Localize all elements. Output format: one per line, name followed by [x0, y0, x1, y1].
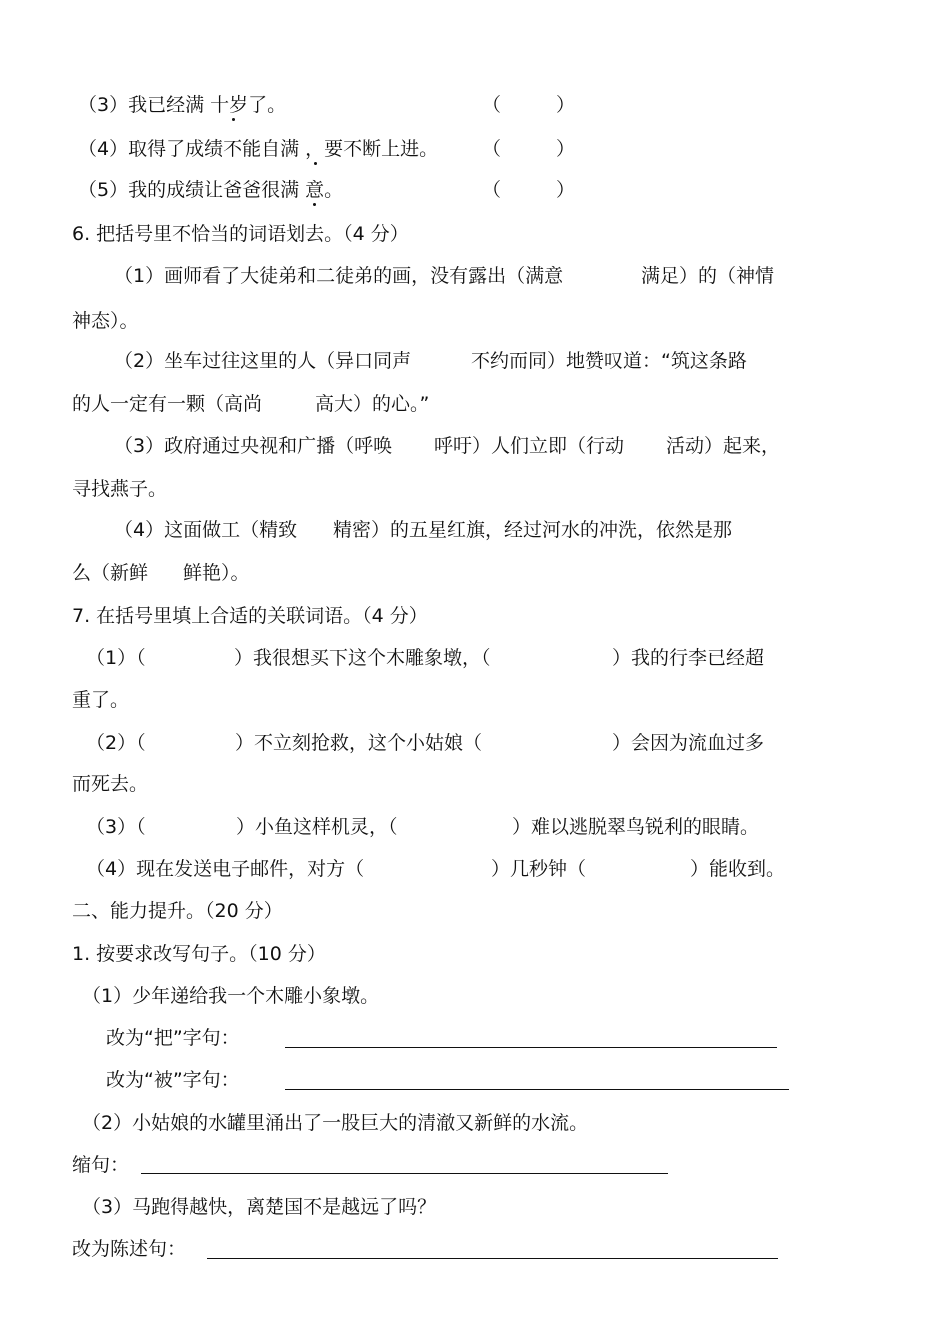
- q7-item-4-b: ）几秒钟（: [491, 858, 587, 880]
- q5-item-5-answer-open: （: [482, 179, 502, 201]
- q5-item-3-answer-open: （: [482, 94, 502, 116]
- part2-title: 二、能力提升。（20 分）: [72, 900, 283, 922]
- q7-item-1-c: ）我的行李已经超: [612, 647, 765, 669]
- q7-item-4-a: （4）现在发送电子邮件，对方（: [86, 858, 365, 880]
- declarative-sentence-answer-line[interactable]: [207, 1258, 778, 1259]
- q6-title: 6. 把括号里不恰当的词语划去。（4 分）: [72, 223, 409, 245]
- q7-title: 7. 在括号里填上合适的关联词语。（4 分）: [72, 605, 428, 627]
- q5-item-5: （5）我的成绩让爸爸很满 意。: [78, 179, 344, 201]
- q7-item-1-a: （1）（: [86, 647, 146, 669]
- shorten-sentence-answer-line[interactable]: [141, 1173, 668, 1174]
- q6-item-3-b: 呼吁）人们立即（行动: [434, 435, 625, 457]
- q6-item-1-a: （1）画师看了大徒弟和二徒弟的画，没有露出（满意: [114, 265, 564, 287]
- q6-item-2-a: （2）坐车过往这里的人（异口同声: [114, 350, 412, 372]
- q6-item-4-b: 精密）的五星红旗，经过河水的冲洗，依然是那: [333, 519, 733, 541]
- emphasis-dot: [232, 118, 235, 121]
- q7-item-4-c: ）能收到。: [690, 858, 786, 880]
- q6-item-4-c: 么（新鲜: [72, 562, 149, 584]
- q7-item-3-b: ）小鱼这样机灵，（: [236, 816, 398, 838]
- q7-item-3-c: ）难以逃脱翠鸟锐利的眼睛。: [512, 816, 760, 838]
- declarative-sentence-label: 改为陈述句：: [72, 1238, 187, 1260]
- q7-item-2-a: （2）（: [86, 732, 146, 754]
- emphasis-dot: [314, 162, 317, 165]
- part2-q1-item-1: （1）少年递给我一个木雕小象墩。: [82, 985, 380, 1007]
- q7-item-2-d: 而死去。: [72, 773, 149, 795]
- q7-item-2-b: ）不立刻抢救，这个小姑娘（: [235, 732, 483, 754]
- ba-sentence-label: 改为“把”字句：: [106, 1027, 240, 1049]
- part2-q1-item-3: （3）马跑得越快，离楚国不是越远了吗？: [82, 1196, 437, 1218]
- q6-item-4-a: （4）这面做工（精致: [114, 519, 298, 541]
- q5-item-4: （4）取得了成绩不能自满 ，要不断上进。: [78, 138, 439, 160]
- q5-item-4-answer-close: ）: [556, 138, 576, 160]
- q7-item-2-c: ）会因为流血过多: [612, 732, 765, 754]
- q6-item-2-c: 的人一定有一颗（高尚: [72, 393, 263, 415]
- q6-item-1-b: 满足）的（神情: [641, 265, 775, 287]
- ba-sentence-answer-line[interactable]: [285, 1047, 777, 1048]
- q7-item-3-a: （3）（: [86, 816, 146, 838]
- q5-item-4-answer-open: （: [482, 138, 502, 160]
- q7-item-1-d: 重了。: [72, 689, 130, 711]
- q7-item-1-b: ）我很想买下这个木雕象墩，（: [234, 647, 491, 669]
- bei-sentence-label: 改为“被”字句：: [106, 1069, 240, 1091]
- q6-item-3-d: 寻找燕子。: [72, 478, 168, 500]
- q6-item-3-a: （3）政府通过央视和广播（呼唤: [114, 435, 393, 457]
- bei-sentence-answer-line[interactable]: [285, 1089, 789, 1090]
- q5-item-3: （3）我已经满 十岁了。: [78, 94, 287, 116]
- q5-item-5-answer-close: ）: [556, 179, 576, 201]
- emphasis-dot: [313, 203, 316, 206]
- q6-item-3-c: 活动）起来，: [666, 435, 781, 457]
- shorten-sentence-label: 缩句：: [72, 1154, 130, 1176]
- q6-item-2-b: 不约而同）地赞叹道：“筑这条路: [471, 350, 747, 372]
- q5-item-3-answer-close: ）: [556, 94, 576, 116]
- q6-item-4-d: 鲜艳）。: [183, 562, 250, 584]
- q6-item-2-d: 高大）的心。”: [315, 393, 430, 415]
- q6-item-1-c: 神态）。: [72, 310, 139, 332]
- part2-q1-title: 1. 按要求改写句子。（10 分）: [72, 943, 326, 965]
- part2-q1-item-2: （2）小姑娘的水罐里涌出了一股巨大的清澈又新鲜的水流。: [82, 1112, 589, 1134]
